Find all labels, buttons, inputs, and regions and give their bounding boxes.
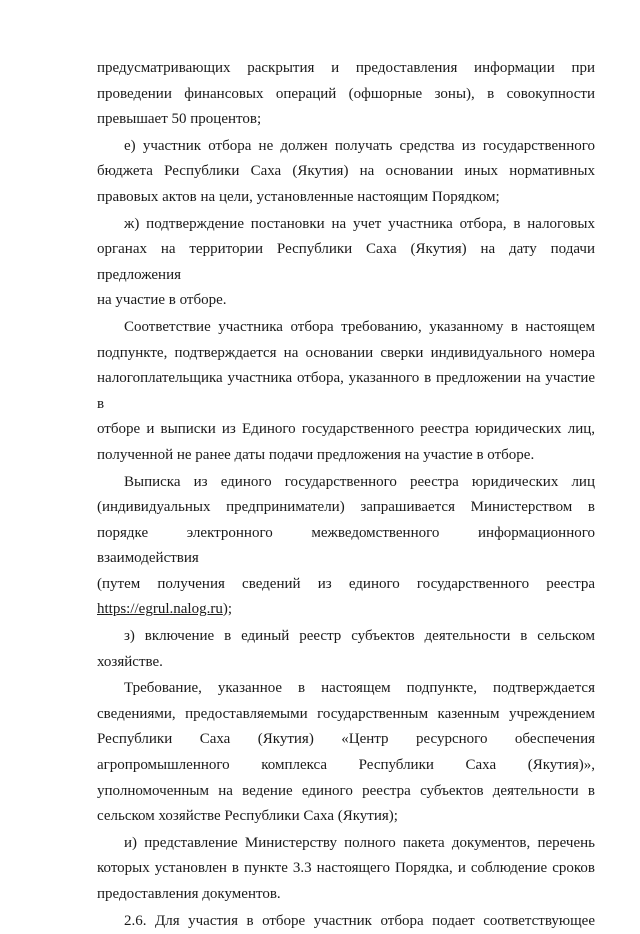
text-line: и) представление Министерству полного пакета документов, перечень [124,834,595,851]
text-line: Выписка из единого государственного реестра юридических лиц [124,473,595,490]
text-line: подпункте, подтверждается на основании сверки индивидуального номера [97,344,595,361]
text-line: проведении финансовых операций (офшорные зоны), в совокупности [97,85,595,102]
text-line: Соответствие участника отбора требованию, указанному в настоящем [124,318,595,335]
text-line: на участие в отборе. [97,292,227,309]
text-line: агропромышленного комплекса Республики Саха (Якутия)», [97,757,595,774]
text-line: предоставления документов. [97,886,281,902]
text-line: бюджета Республики Саха (Якутия) на основании иных нормативных [97,163,595,180]
text-line: налогоплательщика участника отбора, указанного в предложении на участие в [97,370,595,412]
text-line: хозяйстве. [97,653,163,670]
text-line: 2.6. Для участия в отборе участник отбора подает соответствующее [124,912,595,929]
text-line: (индивидуальных предприниматели) запрашивается Министерством в [97,499,595,516]
text-line: полученной не ранее даты подачи предложения на участие в отборе. [97,446,535,463]
text-line: е) участник отбора не должен получать средства из государственного [124,137,595,154]
text-line: сельском хозяйстве Республики Саха (Якутия); [97,808,398,825]
text-line: органах на территории Республики Саха (Якутия) на дату подачи предложения [97,241,595,283]
text-line: (путем получения сведений из единого государственного реестра [97,575,595,592]
document-page [97,56,595,934]
text-line: которых установлен в пункте 3.3 настоящего Порядка, и соблюдение сроков [97,860,595,877]
text-line: Требование, указанное в настоящем подпункте, подтверждается [124,680,595,697]
text-line: сведениями, предоставляемыми государственным казенным учреждением [97,705,595,722]
text-line [97,597,595,623]
text-line: Республики Саха (Якутия) «Центр ресурсного обеспечения [97,731,595,748]
text-line: уполномоченным на ведение единого реестра субъектов деятельности в [97,782,595,799]
text-line: превышает 50 процентов; [97,111,262,128]
text-fragment: ); [222,601,232,618]
egrul-link[interactable]: https://egrul.nalog.ru [97,601,223,618]
text-line: предусматривающих раскрытия и предоставления информации при [97,60,595,76]
text-line: з) включение в единый реестр субъектов деятельности в сельском [124,628,595,645]
text-line: ж) подтверждение постановки на учет участника отбора, в налоговых [124,215,595,232]
text-line: отборе и выписки из Единого государственного реестра юридических лиц, [97,421,595,438]
text-line: правовых актов на цели, установленные настоящим Порядком; [97,188,500,205]
text-line: порядке электронного межведомственного информационного взаимодействия [97,524,595,567]
